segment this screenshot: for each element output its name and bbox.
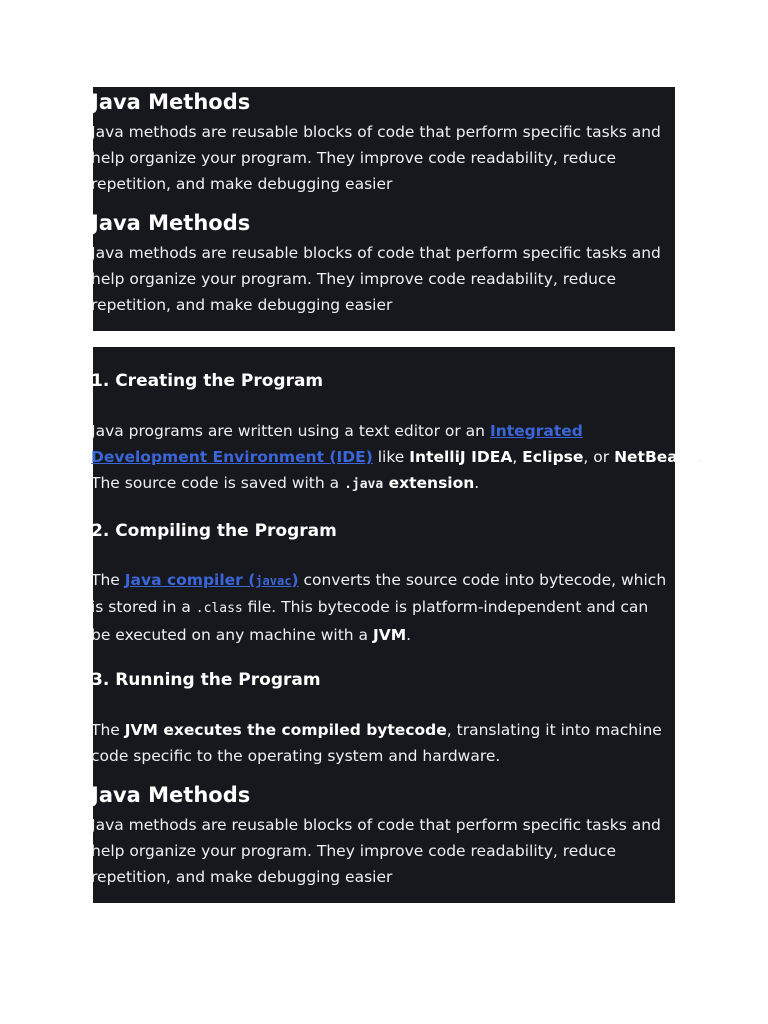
step-title-compiling: 2. Compiling the Program	[91, 521, 337, 541]
section-paragraph: Java methods are reusable blocks of code that perform specific tasks and help organize your program. They improve code readability, reduce repetition, and make debugging easier	[91, 123, 661, 193]
step-paragraph-compiling: The Java compiler (javac) converts the source code into bytecode, which is stored in a .class file. This bytecode is platform-independent and can be executed on any machine with a JVM.	[91, 571, 667, 644]
javac-code: javac	[255, 574, 292, 588]
step-title-creating: 1. Creating the Program	[91, 371, 324, 391]
section-title: Java Methods	[91, 783, 251, 807]
content-panel-1	[93, 87, 675, 331]
section-paragraph: Java methods are reusable blocks of code that perform specific tasks and help organize your program. They improve code readability, reduce repetition, and make debugging easier	[91, 244, 661, 314]
ide-link-continued[interactable]: Development Environment (IDE)	[91, 448, 373, 466]
step-paragraph-running: The JVM executes the compiled bytecode, translating it into machine code specific to the operating system and hardware.	[91, 721, 662, 765]
java-compiler-link[interactable]: Java compiler (javac)	[124, 571, 299, 589]
section-title: Java Methods	[91, 90, 251, 114]
content-panel-2	[91, 347, 703, 903]
ide-link[interactable]: Integrated	[489, 422, 583, 440]
eclipse-name: Eclipse	[522, 448, 584, 466]
java-extension-code: .java	[344, 477, 384, 492]
class-extension-code: .class	[195, 601, 243, 616]
step-title-running: 3. Running the Program	[91, 670, 321, 690]
section-title: Java Methods	[91, 211, 251, 235]
jvm-executes-term: JVM executes the compiled bytecode	[124, 721, 447, 739]
jvm-term: JVM	[372, 626, 407, 644]
step-paragraph-creating: Java programs are written using a text editor or an Integrated Development Environment (IDE) like IntelliJ IDEA, Eclipse, or NetBeans. The source code is saved with a .java extension.	[91, 422, 703, 492]
section-paragraph: Java methods are reusable blocks of code that perform specific tasks and help organize your program. They improve code readability, reduce repetition, and make debugging easier	[91, 816, 661, 886]
intellij-name: IntelliJ IDEA	[409, 448, 513, 466]
netbeans-name: NetBeans	[614, 448, 699, 466]
